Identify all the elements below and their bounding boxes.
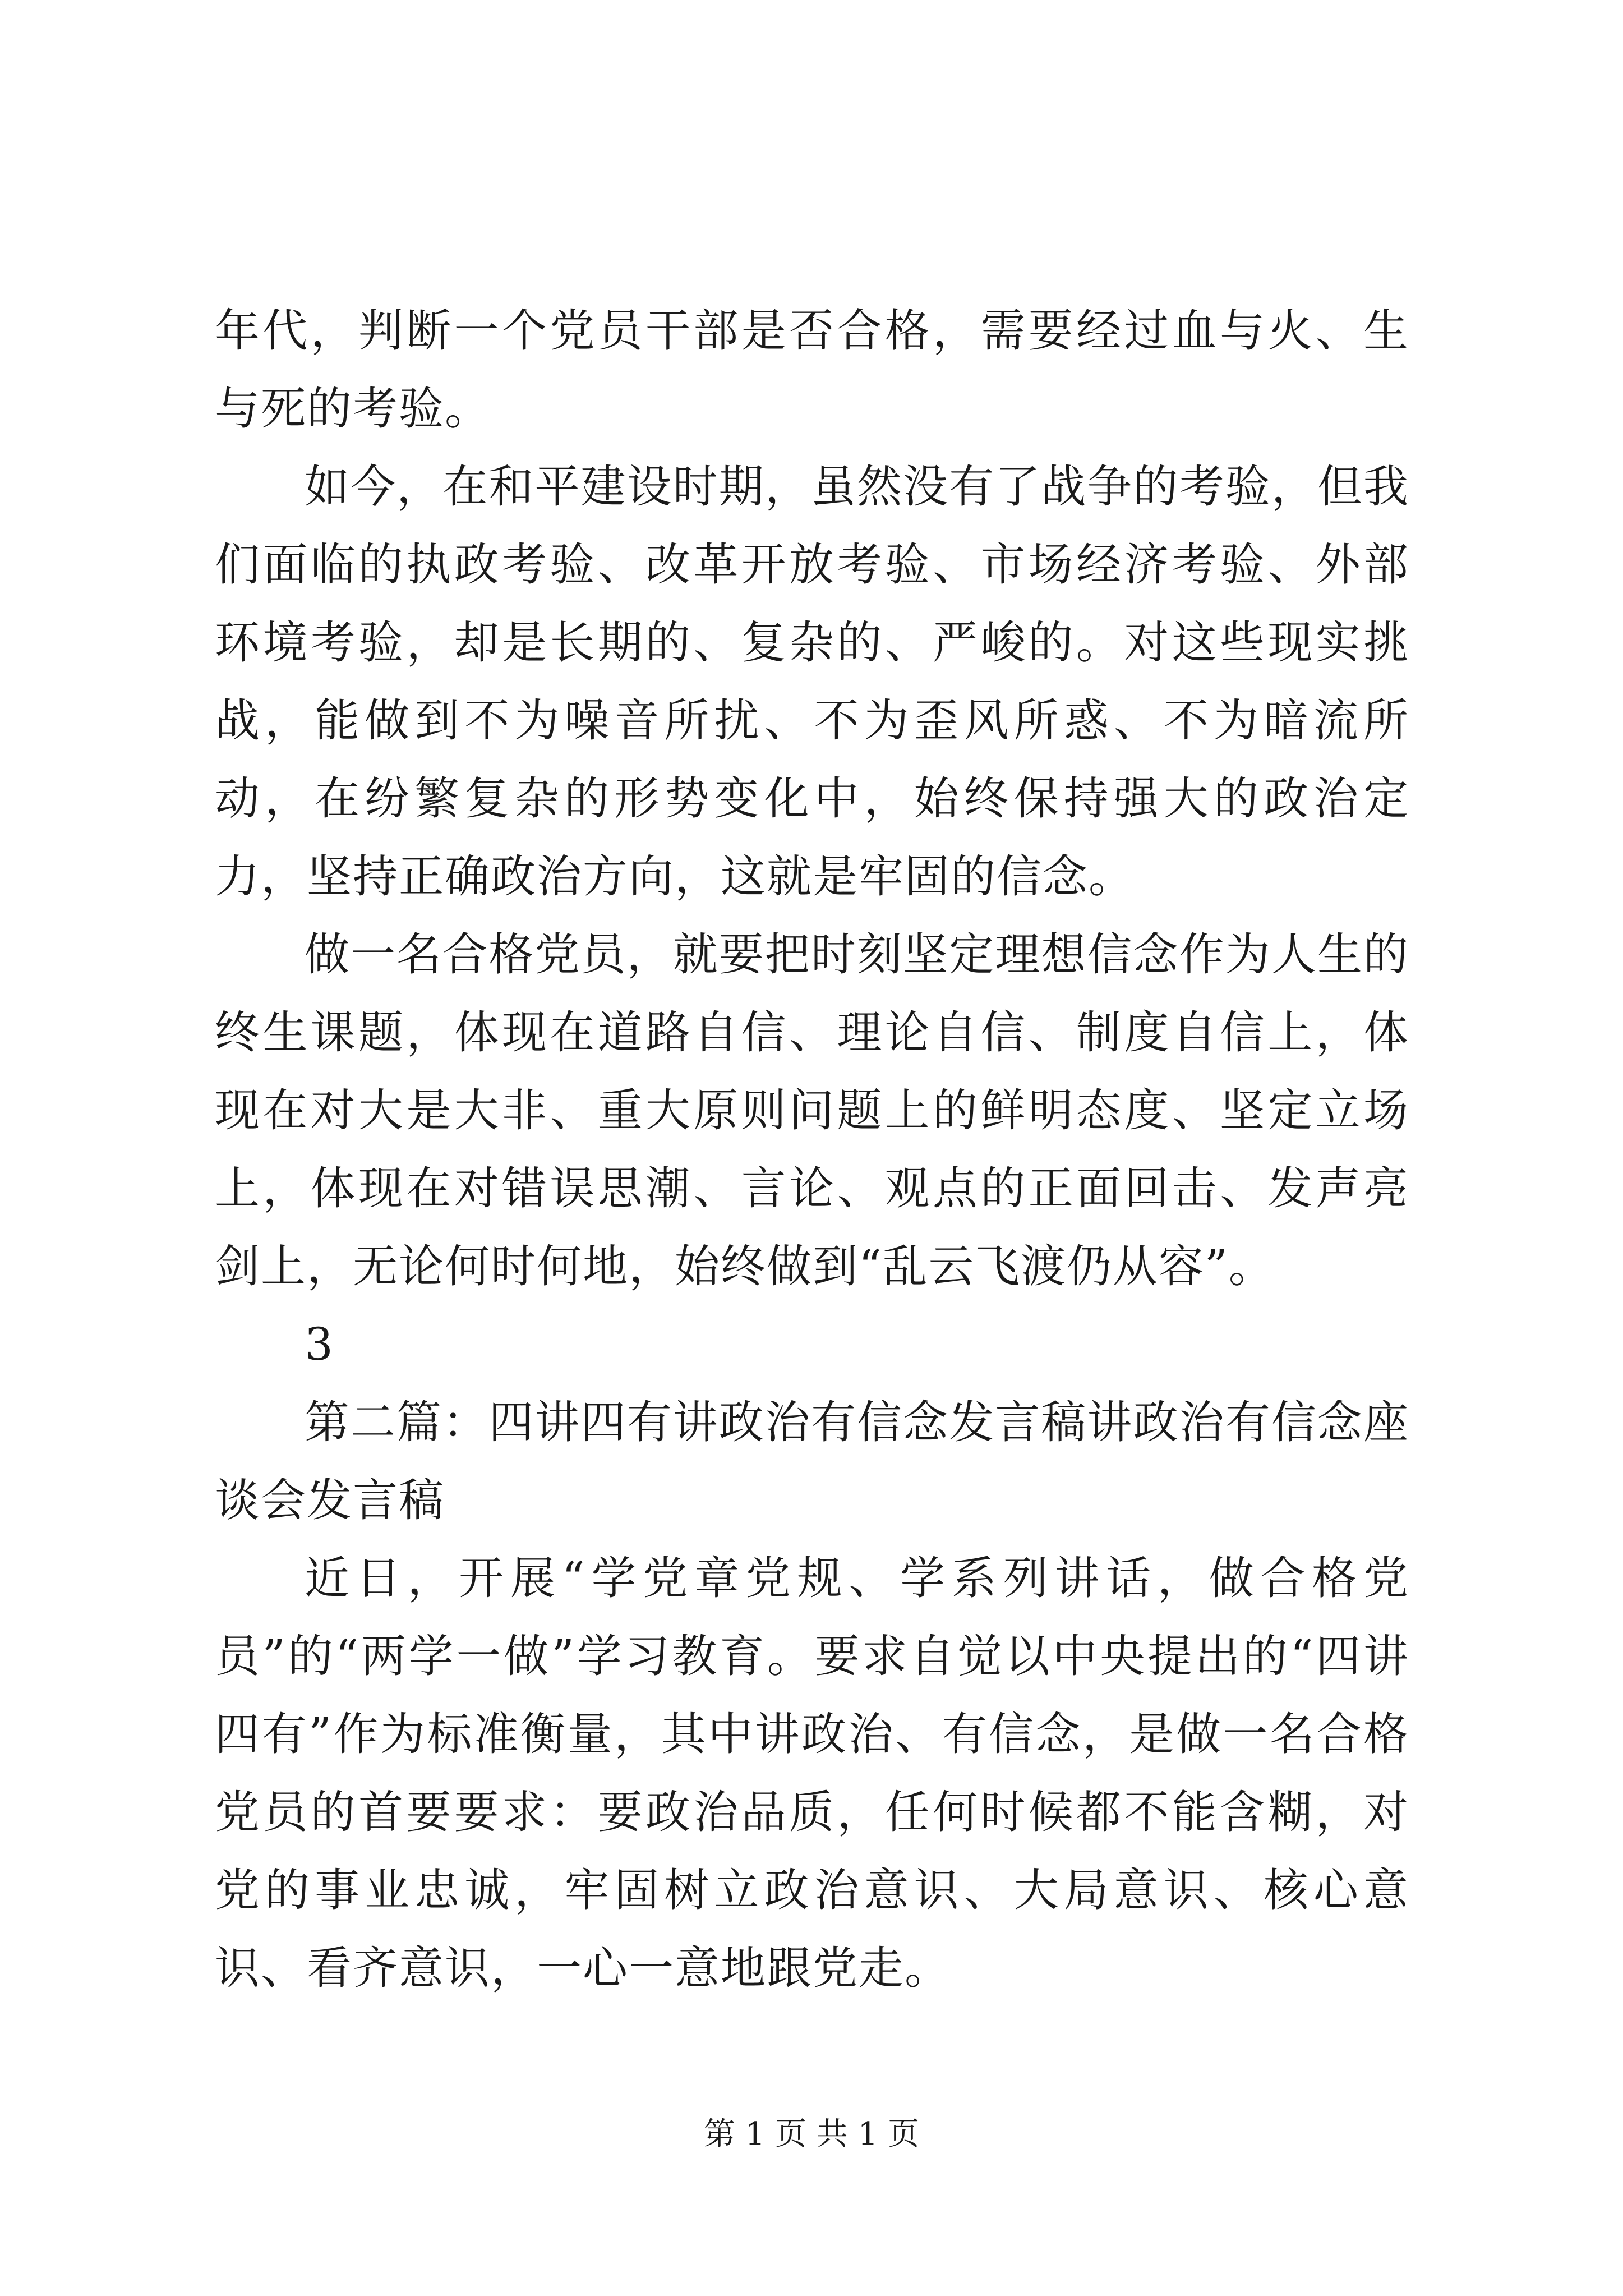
page-footer: 第 1 页 共 1 页	[703, 2116, 920, 2152]
paragraph-2: 如今，在和平建设时期，虽然没有了战争的考验，但我们面临的执政考验、改革开放考验、市场经济考验、外部环境考验，却是长期的、复杂的、严峻的。对这些现实挑战，能做到不为噪音所扰、不为歪风所惑、不为暗流所动，在纷繁复杂的形势变化中，始终保持强大的政治定力，坚持正确政治方向，这就是牢固的信念。	[215, 461, 1409, 903]
paragraph-3: 做一名合格党员，就要把时刻坚定理想信念作为人生的终生课题，体现在道路自信、理论自信、制度自信上，体现在对大是大非、重大原则问题上的鲜明态度、坚定立场上，体现在对错误思潮、言论、观点的正面回击、发声亮剑上，无论何时何地，始终做到“乱云飞渡仍从容”。	[215, 928, 1409, 1292]
document-body	[215, 292, 1409, 2007]
paragraph-4: 近日，开展“学党章党规、学系列讲话，做合格党员”的“两学一做”学习教育。要求自觉以中央提出的“四讲四有”作为标准衡量，其中讲政治、有信念，是做一名合格党员的首要要求：要政治品质，任何时候都不能含糊，对党的事业忠诚，牢固树立政治意识、大局意识、核心意识、看齐意识，一心一意地跟党走。	[215, 1552, 1409, 1994]
paragraph-1: 年代，判断一个党员干部是否合格，需要经过血与火、生与死的考验。	[215, 305, 1409, 435]
section-number: 3	[305, 1318, 334, 1370]
section-title: 第二篇：四讲四有讲政治有信念发言稿讲政治有信念座谈会发言稿	[215, 1396, 1409, 1526]
